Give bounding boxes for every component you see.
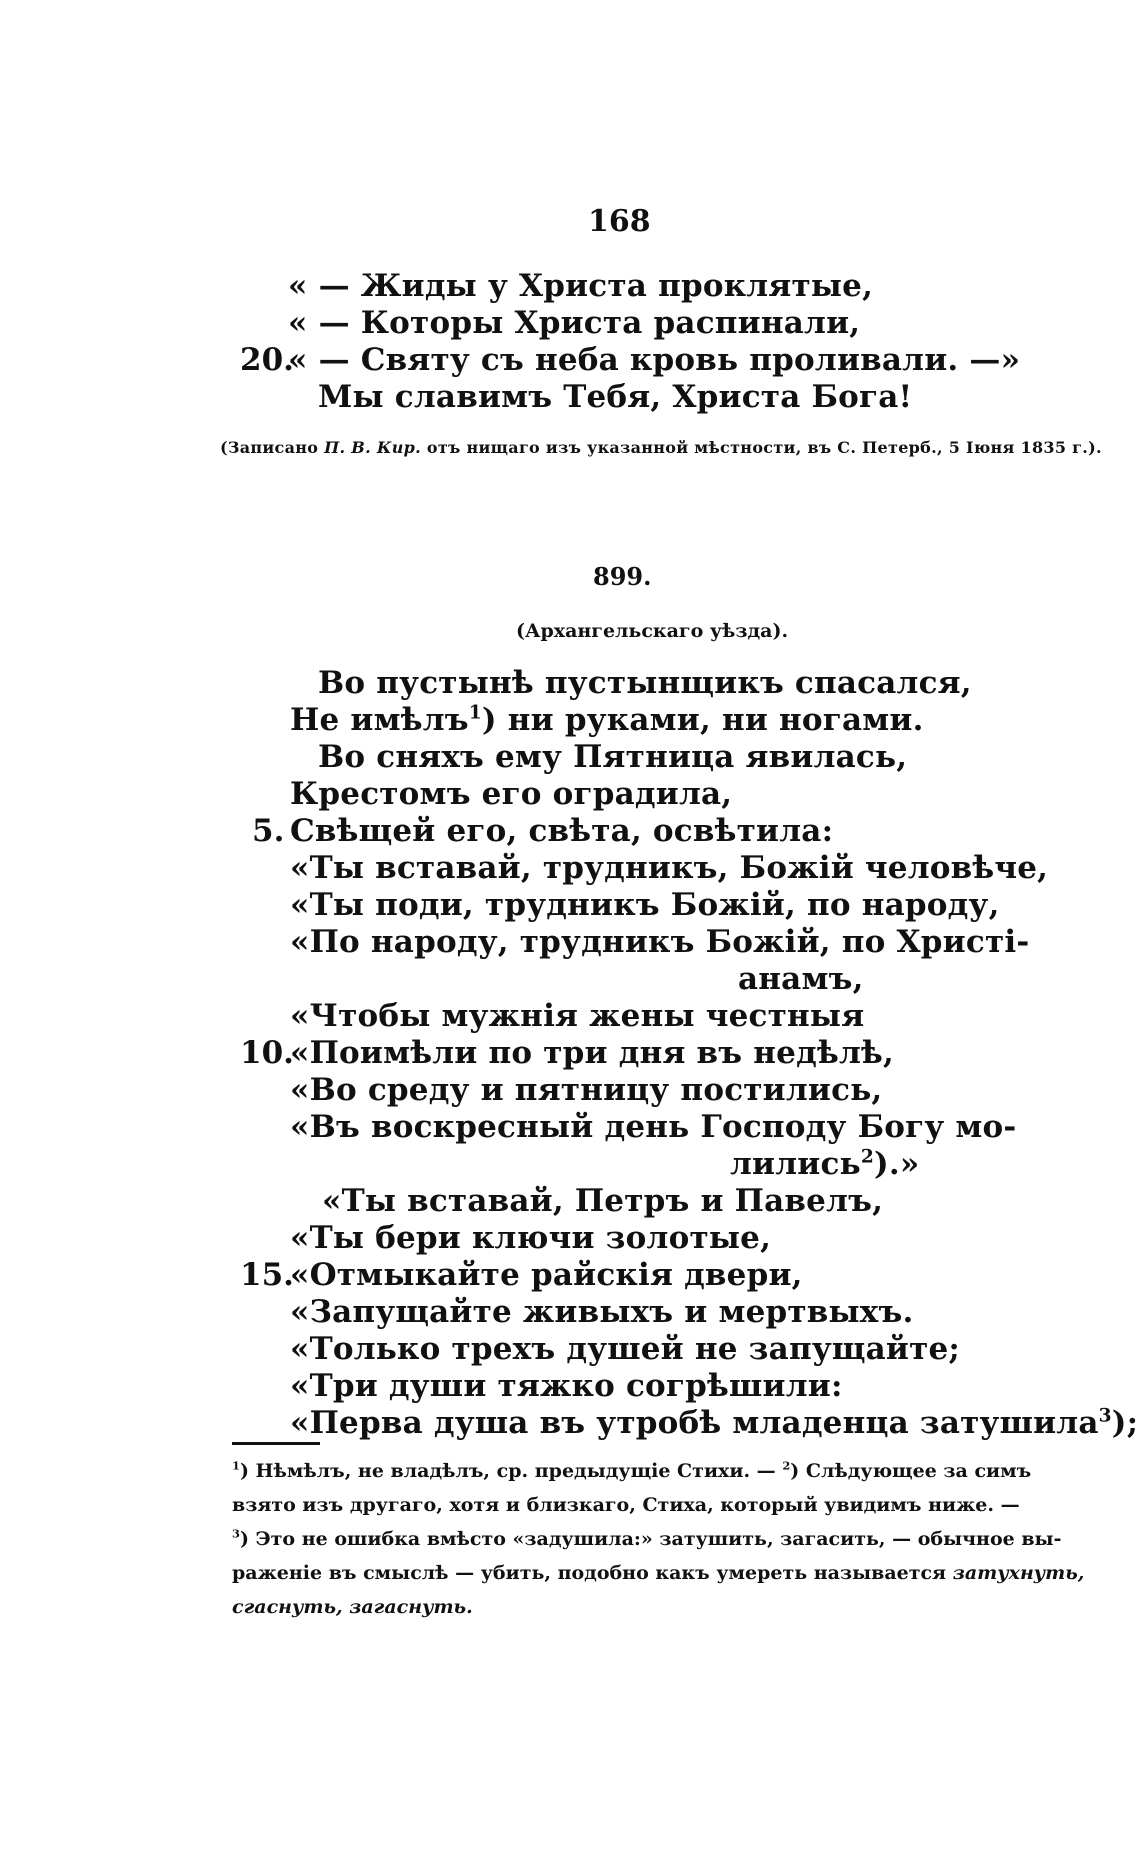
verse-line: «Ты вставай, трудникъ, Божій человѣче, — [290, 850, 1049, 886]
line-number: 15. — [240, 1257, 294, 1293]
footnote-line: $^1$) Нѣмѣлъ, не владѣлъ, ср. предыдущіе Стихи. — $^2$) Слѣдующее за симъ — [232, 1458, 1032, 1482]
verse-line: Не имѣлъ$^1$) ни руками, ни ногами. — [290, 702, 924, 738]
verse-line: «Три души тяжко согрѣшили: — [290, 1368, 843, 1404]
footnote-line: раженіе въ смыслѣ — убить, подобно какъ умереть называется затухнуть, — [232, 1562, 1085, 1584]
verse-line: « — Жиды у Христа проклятые, — [288, 268, 874, 304]
verse-line: «По народу, трудникъ Божій, по Христі- — [290, 924, 1030, 960]
verse-line: « — Которы Христа распинали, — [288, 305, 861, 341]
verse-line: Во сняхъ ему Пятница явилась, — [318, 739, 908, 775]
footnote-mark: 1 — [468, 702, 482, 724]
verse-line: «Запущайте живыхъ и мертвыхъ. — [290, 1294, 914, 1330]
verse-line: Во пустынѣ пустынщикъ спасался, — [318, 665, 972, 701]
footnotes — [232, 1454, 1085, 1624]
verse-line: лились$^2$).» — [730, 1146, 920, 1182]
line-number: 20. — [240, 342, 294, 378]
page-number: 168 — [588, 204, 651, 239]
footnote-mark: 3 — [232, 1526, 240, 1541]
verse-line: « — Святу съ неба кровь проливали. —» — [288, 342, 1021, 378]
song-subtitle: (Архангельскаго уѣзда). — [516, 620, 789, 642]
verse-line: «Въ воскресный день Господу Богу мо- — [290, 1109, 1017, 1145]
footnote-mark: 2 — [860, 1146, 874, 1168]
verse-line: «Во среду и пятницу постились, — [290, 1072, 883, 1108]
footnote-divider — [232, 1442, 320, 1445]
footnote-mark: 3 — [1098, 1405, 1112, 1427]
verse-line: анамъ, — [738, 961, 864, 997]
line-number: 5. — [252, 813, 285, 849]
verse-line: «Чтобы мужнія жены честныя — [290, 998, 865, 1034]
collector-name: П. В. Кир. — [324, 438, 421, 457]
footnote-mark: 1 — [232, 1458, 240, 1473]
verse-line: «Отмыкайте райскія двери, — [290, 1257, 803, 1293]
footnote-line: взято изъ другаго, хотя и близкаго, Стиха, который увидимъ ниже. — — [232, 1494, 1020, 1516]
verse-line: «Ты бери ключи золотые, — [290, 1220, 772, 1256]
verse-line: Свѣщей его, свѣта, освѣтила: — [290, 813, 834, 849]
footnote-mark: 2 — [782, 1458, 791, 1473]
verse-line: Мы славимъ Тебя, Христа Бога! — [318, 379, 913, 415]
verse-line: «Ты вставай, Петръ и Павелъ, — [322, 1183, 884, 1219]
footnote-line: сгаснуть, загаснуть. — [232, 1596, 473, 1618]
verse-line: «Поимѣли по три дня въ недѣлѣ, — [290, 1035, 894, 1071]
verse-line: «Ты поди, трудникъ Божій, по народу, — [290, 887, 1000, 923]
verse-line: Крестомъ его оградила, — [290, 776, 733, 812]
verse-line: «Перва душа въ утробѣ младенца затушила$^3$); — [290, 1405, 1139, 1441]
attribution-note: (Записано П. В. Кир. отъ нищаго изъ указанной мѣстности, въ С. Петерб., 5 Іюня 1835 г.). — [220, 438, 1102, 457]
footnote-line: $^3$) Это не ошибка вмѣсто «задушила:» затушить, загасить, — обычное вы- — [232, 1526, 1062, 1550]
verse-line: «Только трехъ душей не запущайте; — [290, 1331, 961, 1367]
line-number: 10. — [240, 1035, 294, 1071]
song-number: 899. — [593, 562, 652, 591]
